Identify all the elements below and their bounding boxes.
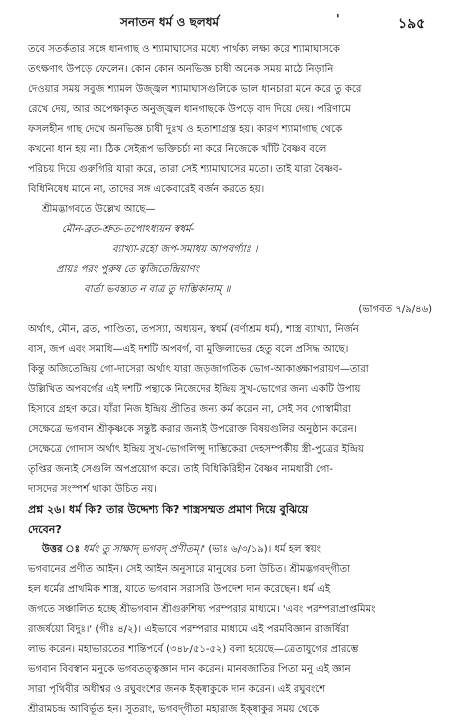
quote-intro: শ্রীমদ্ভাগবতে উল্লেখ আছে— [42,204,156,215]
verse-reference: (ভাগবত ৭/৯/৪৬) [358,304,432,315]
verse-line: প্রায়ঃ পরং পুরুষ তে ত্বজিতেন্দ্রিয়াণং [56,264,199,275]
verse-line: বার্তা ভবন্ত্যত ন বাত্র তু দাম্ভিকানাম্‌ ॥ [84,284,231,295]
page-header [0,10,457,36]
verse-line: মৌন-ব্রত-শ্রুত-তপোঽধ্যয়ন স্বধর্ম- [62,224,195,235]
text-line: তৎক্ষণাৎ উপড়ে ফেলেন। কোন কোন অনভিজ্ঞ চাষী অনেক সময় মাঠে নিড়ানি [28,64,334,75]
verse-line: ব্যাখ্যা-রহো জপ-সমাধয় আপবর্গ্যাঃ । [112,244,258,255]
text-line: রাজর্ষয়ো বিদুঃ।' (গীঃ ৪/২)। এইভাবে পরম্পরার মাধ্যমে এই পরমবিজ্ঞান রাজর্ষিরা [28,624,349,635]
text-line: ভগবানের প্রণীত আইন। সেই আইন অনুসারে মানুষের চলা উচিত। শ্রীমদ্ভগবদ্‌গীতা [28,564,351,575]
text-line: উল্লিখিত অপবর্গের এই দশটি পন্থাকে নিজেদের ইন্দ্রিয় সুখ-ভোগের জন্য একটি উপায় [28,384,361,395]
text-line: দাসদের সংস্পর্শ থাকা উচিত নয়। [28,484,157,495]
text-line: কিন্তু অজিতেন্দ্রিয় গো-দাসেরা অর্থাৎ যারা জড়জাগতিক ভোগ-আকাঙ্ক্ষাপরায়ণ—তারা [28,364,369,375]
answer-label: উত্তর ঃ [42,544,80,555]
page-body [28,40,436,720]
page-number: ১৯৫ [398,16,426,32]
answer-line [28,540,436,560]
question-heading-cont: দেবেন? [28,523,62,536]
text-line: সেক্ষেত্রে গোদাস অর্থাৎ ইন্দ্রিয় সুখ-ভোগলিপ্সু দাম্ভিকেরা দেহসম্পর্কীয় স্ত্রী-পুত্রের ইন্দ্রিয় [28,444,364,455]
text-line: পরিচয় দিয়ে গুরুগিরি যারা করে, তারা সেই শ্যামাঘাসের মতো। তাই যারা বৈষ্ণব- [28,164,343,175]
text-line: অর্থাৎ, মৌন, ব্রত, পাণ্ডিত্য, তপস্যা, অধ্যয়ন, স্বধর্ম (বর্ণাশ্রম ধর্ম), শাস্ত্র ব্যাখ্যা, নির্জন [28,324,359,335]
text-line: বাস, জপ এবং সমাধি—এই দশটি অপবর্গ, বা মুক্তিলাভের হেতু বলে প্রসিদ্ধ আছে। [28,344,349,355]
question-heading: প্রশ্ন ২৬। ধর্ম কি? তার উদ্দেশ্য কি? শাস্ত্রসম্মত প্রমাণ দিয়ে বুঝিয়ে [28,503,309,516]
answer-rest: (ভাঃ ৬/৩/১৯)। ধর্ম হল স্বয়ং [208,544,321,555]
text-line: দেওয়ার সময় সবুজ শ্যামল উজ্জ্বল শ্যামাঘাসগুলিকে ভাল ধানচারা মনে করে তু করে [28,84,362,95]
text-line: বিধিনিষেধ মানে না, তাদের সঙ্গ একেবারেই বর্জন করতে হয়। [28,184,265,195]
text-line: তৃপ্তির জন্যই সেগুলি অপপ্রয়োগ করে। তাই বিধিকিরিহীন বৈষ্ণব নামধারী গো- [28,464,333,475]
text-line: রেখে দেয়, আর অপেক্ষাকৃত অনুজ্জ্বল ধানগাছকে উপড়ে বাদ দিয়ে দেয়। পরিণামে [28,104,351,115]
text-line: জগতে সঞ্চালিত হচ্ছে শ্রীভগবান শ্রীগুরুশিষ্য পরম্পরার মাধ্যমে। 'এবং পরম্পরাপ্রাপ্তমিমং [28,604,376,615]
answer-quote: ধর্মং তু সাক্ষাদ্‌ ভগবদ্‌ প্রণীতম্‌।' [83,544,206,555]
text-line: সেক্ষেত্রে ভগবান শ্রীকৃষ্ণকে সন্তুষ্ট করার জন্যই উপরোক্ত বিষয়গুলির অনুষ্ঠান করেন। [28,424,357,435]
header-mark: ' [336,12,340,26]
text-line: তবে সতর্কতার সঙ্গে ধানগাছ ও শ্যামাঘাসের মধ্যে পার্থক্য লক্ষ্য করে শ্যামাঘাসকে [28,44,340,55]
running-title: সনাতন ধর্ম ও ছলধর্ম [120,15,220,29]
text-line: হিসাবে গ্রহণ করে। যাঁরা নিজ ইন্দ্রিয় প্রীতির জন্য কর্ম করেন না, সেই সব গোস্বামীরা [28,404,351,415]
text-line: ফসলহীন গাছ দেখে অনভিজ্ঞ চাষী দুঃখ ও হতাশাগ্রস্ত হয়। কারণ শ্যামাগাছ থেকে [28,124,343,135]
text-line: সারা পৃথিবীর অধীশ্বর ও রঘুবংশের জনক ইক্ষ্বাকুকে দান করেন। এই রঘুবংশে [28,684,326,695]
text-line: লাভ করেন। মহাভারতের শান্তিপর্বে (৩৪৮/৫১-৫২) বলা হয়েছে—ত্রেতাযুগের প্রারম্ভে [28,644,359,655]
text-line: ভগবান বিবস্বান মনুকে ভগবতত্ত্বজ্ঞান দান করেন। মানবজাতির পিতা মনু এই জ্ঞান [28,664,351,675]
text-line: কখনো ধান হয় না। ঠিক সেইরূপ ভক্তিচর্চা না করে নিজেকে খাঁটি বৈষ্ণব বলে [28,144,327,155]
text-line: শ্রীরামচন্দ্র আবির্ভূত হন। সুতরাং, ভগবদ্‌গীতা মহারাজ ইক্ষ্বাকুর সময় থেকে [28,704,320,715]
text-line: হল ধর্মের প্রাথমিক শাস্ত্র, যাতে ভগবান সরাসরি উপদেশ দান করেছেন। ধর্ম এই [28,584,331,595]
